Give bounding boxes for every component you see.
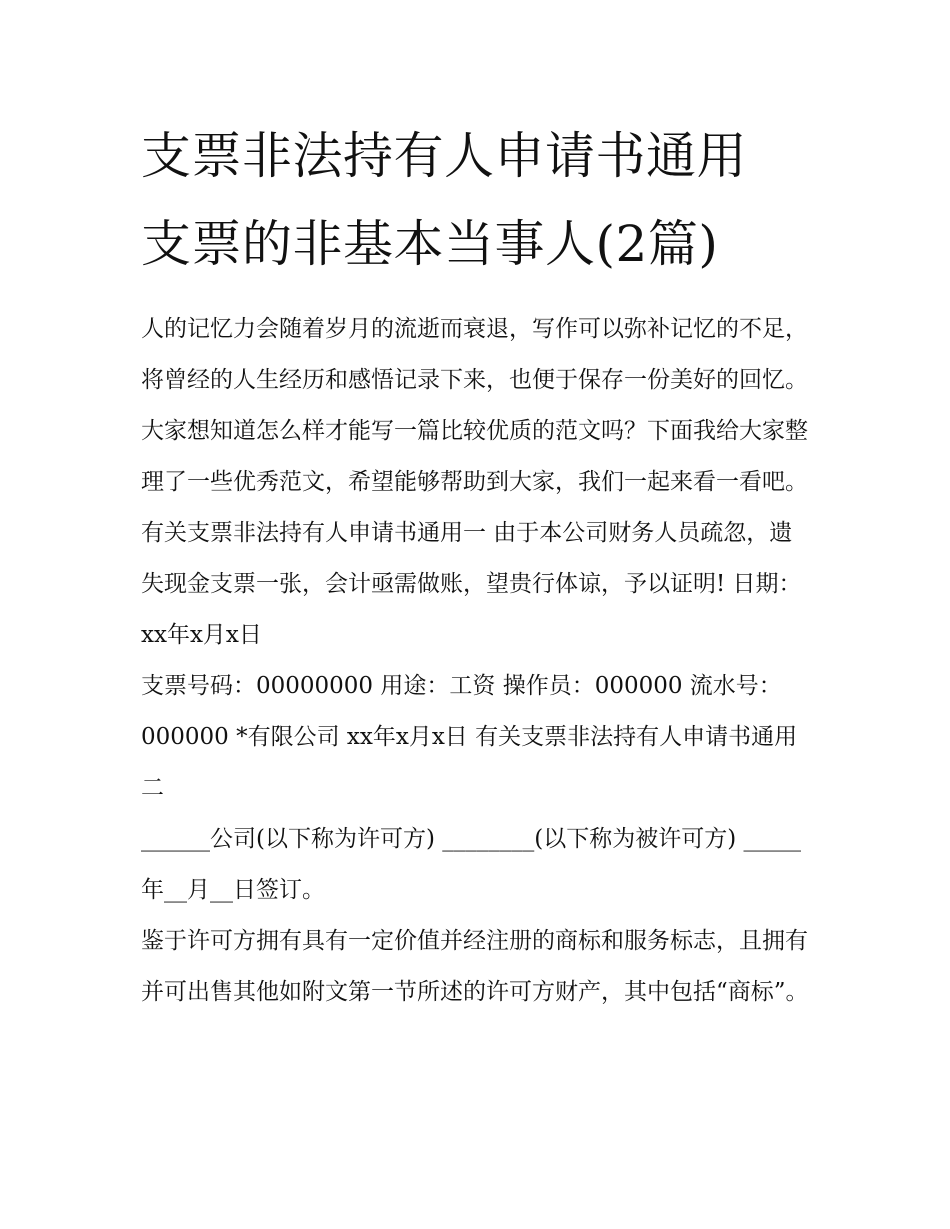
paragraph-license-parties: ______公司(以下称为许可方) ________(以下称为被许可方) _____年__月__日签订。 [141, 826, 802, 903]
paragraph-application-one: 有关支票非法持有人申请书通用一 由于本公司财务人员疏忽，遗失现金支票一张，会计亟需做账，望贵行体谅，予以证明! 日期：xx年x月x日 [141, 520, 802, 648]
document-title: 支票非法持有人申请书通用 支票的非基本当事人(2篇) [141, 127, 747, 273]
document-page [141, 112, 813, 1018]
paragraph-license-recital: 鉴于许可方拥有具有一定价值并经注册的商标和服务标志，且拥有并可出售其他如附文第一节所述的许可方财产，其中包括“商标”。 [141, 928, 809, 1005]
intro-paragraph: 人的记忆力会随着岁月的流逝而衰退，写作可以弥补记忆的不足，将曾经的人生经历和感悟记录下来，也便于保存一份美好的回忆。大家想知道怎么样才能写一篇比较优质的范文吗？下面我给大家整理了一些优秀范文，希望能够帮助到大家，我们一起来看一看吧。 [141, 316, 808, 495]
paragraph-cheque-details: 支票号码：00000000 用途：工资 操作员：000000 流水号：000000 *有限公司 xx年x月x日 有关支票非法持有人申请书通用二 [141, 673, 798, 801]
